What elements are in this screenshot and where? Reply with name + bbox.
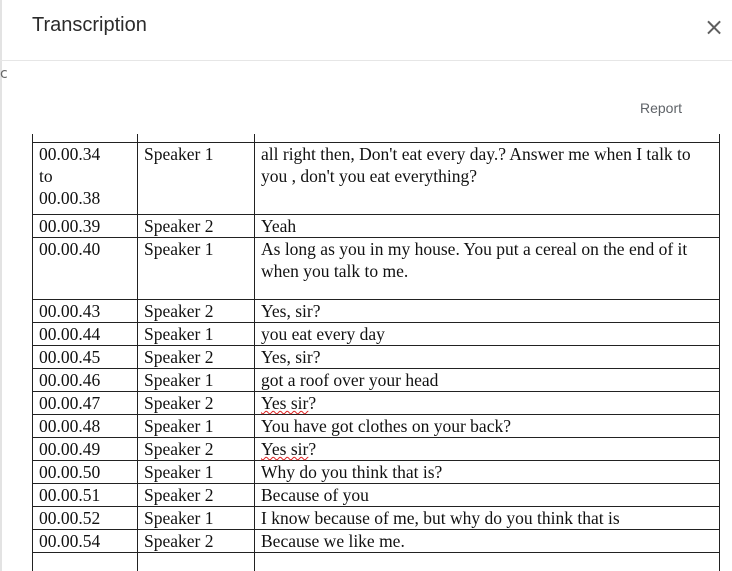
table-row (33, 530, 720, 553)
speaker-cell: Speaker 1 (138, 507, 255, 530)
speaker-cell: Speaker 2 (138, 346, 255, 369)
report-link[interactable]: Report (640, 100, 683, 116)
text-cell: As long as you in my house. You put a cereal on the end of it when you talk to me. (255, 238, 720, 300)
text-cell: all right then, Don't eat every day.? Answer me when I talk to you , don't you eat everything? (255, 143, 720, 215)
speaker-cell: Speaker 2 (138, 300, 255, 323)
time-cell: 00.00.44 (33, 323, 138, 346)
speaker-cell (138, 134, 255, 143)
speaker-cell: Speaker 1 (138, 415, 255, 438)
table-row (33, 461, 720, 484)
text-cell: Why do you think that is? (255, 461, 720, 484)
text-cell: Because we like me. (255, 530, 720, 553)
table-row (33, 507, 720, 530)
speaker-cell: Speaker 2 (138, 392, 255, 415)
text-cell: I know because of me, but why do you think that is (255, 507, 720, 530)
text-cell: Because of you (255, 484, 720, 507)
time-cell: 00.00.49 (33, 438, 138, 461)
time-cell (33, 134, 138, 143)
time-cell: 00.00.43 (33, 300, 138, 323)
table-row (33, 346, 720, 369)
time-cell: 00.00.39 (33, 215, 138, 238)
text-cell: Yes, sir? (255, 300, 720, 323)
speaker-cell: Speaker 1 (138, 369, 255, 392)
table-row (33, 553, 720, 571)
table-row (33, 134, 720, 143)
table-row (33, 438, 720, 461)
text-cell: You have got clothes on your back? (255, 415, 720, 438)
time-cell (33, 553, 138, 571)
transcript-table (32, 134, 720, 571)
background-glyph: c (0, 66, 8, 82)
text-cell (255, 134, 720, 143)
time-cell: 00.00.51 (33, 484, 138, 507)
time-cell: 00.00.48 (33, 415, 138, 438)
table-row (33, 215, 720, 238)
table-row (33, 238, 720, 300)
speaker-cell: Speaker 1 (138, 461, 255, 484)
text-cell: you eat every day (255, 323, 720, 346)
speaker-cell: Speaker 1 (138, 323, 255, 346)
speaker-cell: Speaker 1 (138, 238, 255, 300)
speaker-cell (138, 553, 255, 571)
dialog-title: Transcription (32, 14, 147, 36)
speaker-cell: Speaker 2 (138, 438, 255, 461)
time-cell: 00.00.45 (33, 346, 138, 369)
speaker-cell: Speaker 1 (138, 143, 255, 215)
close-icon[interactable]: × (703, 13, 725, 41)
time-cell: 00.00.40 (33, 238, 138, 300)
text-cell (255, 553, 720, 571)
table-row (33, 323, 720, 346)
text-cell: Yeah (255, 215, 720, 238)
speaker-cell: Speaker 2 (138, 484, 255, 507)
time-cell: 00.00.50 (33, 461, 138, 484)
speaker-cell: Speaker 2 (138, 215, 255, 238)
time-cell: 00.00.47 (33, 392, 138, 415)
transcript-document (30, 134, 720, 571)
table-row (33, 143, 720, 215)
spellcheck-flagged-text: Yes sir (261, 393, 309, 413)
text-cell: Yes, sir? (255, 346, 720, 369)
time-cell: 00.00.52 (33, 507, 138, 530)
table-row (33, 369, 720, 392)
dialog-header (0, 0, 732, 61)
time-cell: 00.00.34 to 00.00.38 (33, 143, 138, 215)
text-cell: Yes sir? (255, 392, 720, 415)
table-row (33, 415, 720, 438)
text-cell: Yes sir? (255, 438, 720, 461)
table-row (33, 392, 720, 415)
speaker-cell: Speaker 2 (138, 530, 255, 553)
time-cell: 00.00.54 (33, 530, 138, 553)
background-panel-edge (0, 0, 2, 571)
table-row (33, 300, 720, 323)
text-cell: got a roof over your head (255, 369, 720, 392)
time-cell: 00.00.46 (33, 369, 138, 392)
spellcheck-flagged-text: Yes sir (261, 439, 309, 459)
table-row (33, 484, 720, 507)
